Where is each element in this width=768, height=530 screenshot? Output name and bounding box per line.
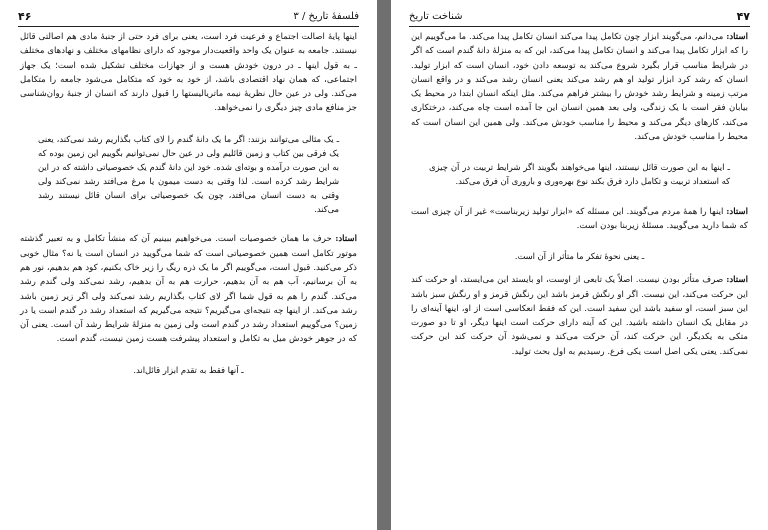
- left-quote-1: ـ یک مثالی می‌توانند بزنند: اگر ما یک دانهٔ گندم را لای کتاب بگذاریم رشد نمی‌کند، یعنی یک فرقی بین کتاب و زمین قائلیم ولی در عین حال نمی‌توانیم بگوییم این زمین بوده که به این صورت درآمده و بوته‌ای شده. خود این دانهٔ گندم یک خصوصیاتی داشته که در این شرایط رشد کرده است. لذا وقتی به دست میمون یا مرغ می‌افتد رشد نمی‌کند ولی وقتی به دست انسان می‌افتد، چون یک خصوصیاتی برای انسان قائل نیستند رشد می‌کند.: [38, 133, 339, 215]
- right-quote-1: ـ اینها به این صورت قائل نیستند، اینها می‌خواهند بگویند اگر شرایط تربیت در آن چیزی که استعداد تربیت و تکامل دارد فرق بکند نوع بهره‌وری و باروری آن فرق می‌کند.: [429, 162, 730, 187]
- right-page-body: [411, 30, 748, 367]
- left-page-header: [18, 9, 359, 27]
- right-paragraph-3: [411, 273, 748, 359]
- right-quote-2: ـ یعنی نحوهٔ تفکر ما متأثر از آن است.: [514, 251, 645, 262]
- left-page-body: [20, 30, 357, 387]
- right-paragraph-3-text: صرف متأثر بودن نیست. اصلاً یک تابعی از اوست، او بایستد این می‌ایستد، او حرکت کند این حرکت می‌کند، این نیست. اگر او رنگش قرمز باشد این رنگش قرمز و او رنگش سبز باشد این سبز است، او سفید باشد این سفید است. این که فقط انعکاسی است از او، اینها آینه‌ای را در مقابل یک انسان داشته باشید. این که آینه دارای حرکت است اینها دیگر، او تا دو صورت متکی به یکدیگر، این حرکت کند، آن حرکت می‌کند و نمی‌شود آن حرکت کند این حرکت نمی‌کند. یعنی یکی اصل است یکی فرع. رسیدیم به اول بحث تولید.: [411, 275, 748, 357]
- right-page-number: ۴۷: [736, 10, 750, 23]
- right-paragraph-1-text: می‌دانم، می‌گویند ابزار چون تکامل پیدا می‌کند انسان تکامل پیدا می‌کند. ما می‌گوییم این را که ابزار تکامل پیدا می‌کند و انسان تکامل پیدا می‌کند، این که به منزلهٔ دانهٔ گندم است که اگر در شرایط مناسب قرار بگیرد شروع می‌کند به توسعه دادن خود، انسان است که ابزار تولید. انسان که رشد کرد ابزار تولید او هم رشد می‌کند یعنی انسان رشد می‌کند و در واقع انسان مرتب زمینه و شرایط رشد خودش را بیشتر فراهم می‌کند. مثل اینکه انسان ابتدا در محیط یک بیابان فقر است با یک زندگی، ولی بعد همین انسان این جا آمده است چاه می‌کند، درختکاری می‌کند، کارهای دیگر می‌کند و محیط را مناسب خودش می‌کند. ولی همین این انسان است که محیط را مناسب خودش می‌کند.: [411, 32, 748, 143]
- left-page-number: ۴۶: [18, 10, 32, 23]
- right-paragraph-2: [411, 205, 748, 234]
- left-quote-2: ـ آنها فقط به تقدم ابزار قائل‌اند.: [133, 364, 244, 375]
- right-page-header: [409, 9, 750, 27]
- speaker-label: استاد:: [335, 234, 357, 245]
- speaker-label: استاد:: [726, 32, 748, 42]
- left-page: [0, 0, 377, 530]
- left-paragraph-1: اینها پایهٔ اصالت اجتماع و فرعیت فرد است، یعنی برای فرد حتی از جنبهٔ مادی هم اصالتی قائل نیستند. جامعه به عنوان یک واحد واقعیت‌دار موجود که دارای نظامهای مختلف و نهادهای مختلف ـ به قول اینها ـ در درون خودش هست و از جهازات مختلف تشکیل شده است؛ یک جهاز اجتماعی، که همان نهاد اقتصادی باشد، از خود به خود که متکامل می‌شود جامعه را متکامل می‌کند. ولی در عین حال نظریهٔ نیمه ماتریالیستها را قبول دارند که انسان از جنبهٔ روان‌شناسی جز منافع مادی چیز دیگری را نمی‌خواهد.: [20, 32, 357, 114]
- right-page: [391, 0, 768, 530]
- left-paragraph-2: [20, 232, 357, 346]
- right-paragraph-2-text: اینها را همهٔ مردم می‌گویند. این مسئله که «ابزار تولید زیربناست» غیر از آن چیزی است که شما دارید می‌گویید. مسئلهٔ زیربنا بودن است.: [411, 206, 748, 231]
- right-page-running-title: شناخت تاریخ: [409, 11, 463, 22]
- left-page-running-title: فلسفهٔ تاریخ / ۳: [293, 11, 359, 22]
- speaker-label: استاد:: [726, 206, 749, 217]
- right-paragraph-1: [411, 30, 748, 144]
- left-paragraph-2-text: حرف ما همان خصوصیات است. می‌خواهیم ببینیم آن که منشأ تکامل و به تعبیر گذشته موتور تکامل است همین خصوصیاتی است که شما می‌گویید در انسان است یا نه؟ مثال خوبی ذکر می‌کنید. قبول است، می‌گوییم اگر ما یک ذره ریگ را زیر خاک بکنیم، کود هم بدهیم، نور هم به آن برسانیم، آب هم به آن بدهیم، حرارت هم به آن بدهیم، رشد نمی‌کند ولی گندم رشد می‌کند. گندم را هم به قول شما اگر لای کتاب بگذاریم رشد نمی‌کند ولی اگر زیر زمین باشد رشد می‌کند. از اینها چه نتیجه‌ای می‌گیریم؟ نتیجه می‌گیریم که استعداد رشد در گندم است یا در زمین؟ می‌گوییم استعداد رشد در گندم است ولی زمین به منزلهٔ شرایط رشد آن است. یعنی آن که در جوهر خودش میل به تکامل و استعداد پیشرفت هست زمین نیست، گندم است.: [20, 234, 357, 345]
- speaker-label: استاد:: [726, 275, 748, 286]
